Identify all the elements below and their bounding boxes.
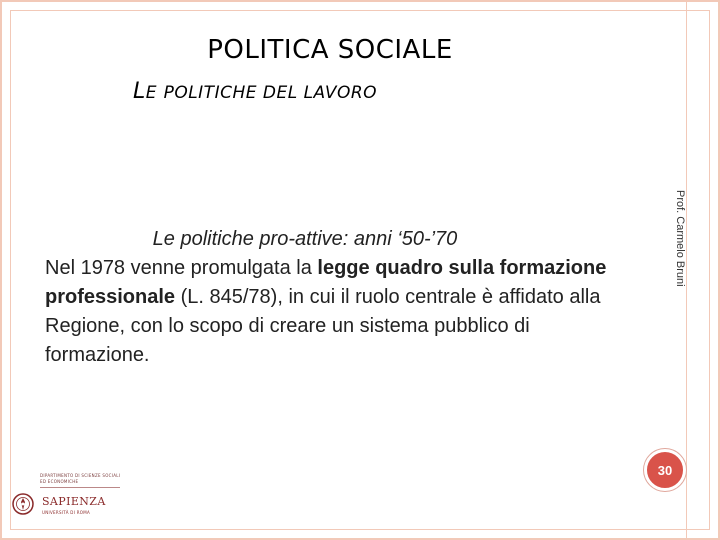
department-logo — [40, 473, 130, 488]
page-number-badge — [644, 449, 686, 491]
body-heading: Le politiche pro-attive: anni ‘50-’70 — [152, 228, 458, 250]
subtitle-initial: L — [133, 79, 146, 104]
slide-body — [45, 225, 635, 370]
side-divider-line — [686, 0, 687, 540]
slide-subtitle — [133, 79, 377, 104]
sapienza-seal-icon — [12, 492, 34, 516]
subtitle-text: POLITICHE DEL LAVORO — [163, 83, 378, 103]
page-number: 30 — [657, 462, 673, 478]
sapienza-wordmark: SAPIENZA — [42, 495, 106, 508]
department-rule — [40, 487, 120, 488]
body-intro: Nel 1978 venne promulgata la — [45, 257, 318, 279]
body-bold-law: legge quadro sulla formazione professionale — [45, 257, 607, 308]
sapienza-logo — [10, 490, 130, 522]
department-line-1: DIPARTIMENTO DI SCIENZE SOCIALI — [40, 473, 121, 478]
author-vertical-label: Prof. Carmelo Bruni — [674, 190, 686, 287]
sapienza-subtitle: UNIVERSITÀ DI ROMA — [42, 510, 91, 515]
department-line-2: ED ECONOMICHE — [40, 479, 79, 484]
body-rest: (L. 845/78), in cui il ruolo centrale è affidato alla Regione, con lo scopo di creare un sistema pubblico di formazione. — [45, 286, 601, 366]
slide-title: POLITICA SOCIALE — [207, 35, 453, 65]
subtitle-initial-rest: E — [145, 83, 158, 103]
